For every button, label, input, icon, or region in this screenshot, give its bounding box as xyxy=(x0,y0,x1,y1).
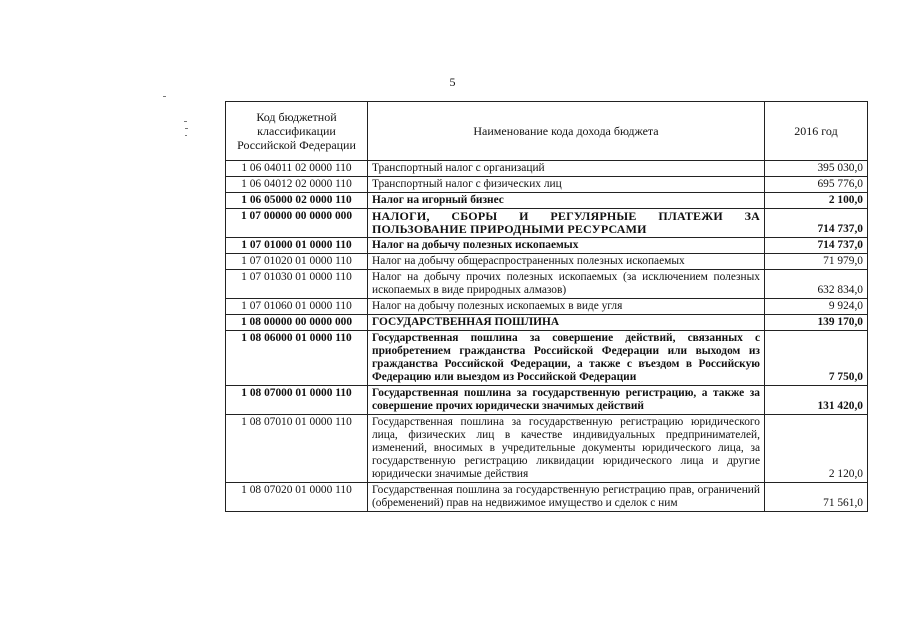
table-row xyxy=(226,238,868,254)
row-amount: 632 834,0 xyxy=(765,270,868,299)
row-amount: 695 776,0 xyxy=(765,177,868,193)
row-code: 1 07 01060 01 0000 110 xyxy=(226,299,368,315)
budget-revenue-table xyxy=(225,101,868,512)
table-row xyxy=(226,161,868,177)
table-row xyxy=(226,177,868,193)
row-code: 1 07 00000 00 0000 000 xyxy=(226,209,368,238)
row-amount: 7 750,0 xyxy=(765,331,868,386)
table-row xyxy=(226,270,868,299)
table-row xyxy=(226,193,868,209)
row-code: 1 08 07020 01 0000 110 xyxy=(226,483,368,512)
margin-mark xyxy=(163,96,166,97)
table-row xyxy=(226,209,868,238)
row-name: Государственная пошлина за совершение действий, связанных с приобретением гражданства Российской Федерации или выходом из гражданства Российской Федерации, а также с въездом в Российскую Федерацию или выездом из Российской Федерации xyxy=(368,331,765,386)
row-name: НАЛОГИ, СБОРЫ И РЕГУЛЯРНЫЕ ПЛАТЕЖИ ЗА ПОЛЬЗОВАНИЕ ПРИРОДНЫМИ РЕСУРСАМИ xyxy=(368,209,765,238)
table-row xyxy=(226,331,868,386)
row-name: Налог на добычу полезных ископаемых xyxy=(368,238,765,254)
row-amount: 71 561,0 xyxy=(765,483,868,512)
row-code: 1 08 00000 00 0000 000 xyxy=(226,315,368,331)
row-name: Государственная пошлина за государственную регистрацию юридического лица, физических лиц в качестве индивидуальных предпринимателей, изменений, вносимых в учредительные документы юридического лица, за государственную регистрацию ликвидации юридического лица и другие юридически значимые действия xyxy=(368,415,765,483)
table-row xyxy=(226,299,868,315)
table-row xyxy=(226,386,868,415)
row-name: Налог на добычу полезных ископаемых в виде угля xyxy=(368,299,765,315)
row-code: 1 08 07000 01 0000 110 xyxy=(226,386,368,415)
row-name: Государственная пошлина за государственную регистрацию, а также за совершение прочих юридически значимых действий xyxy=(368,386,765,415)
row-amount: 131 420,0 xyxy=(765,386,868,415)
row-name: Транспортный налог с организаций xyxy=(368,161,765,177)
row-code: 1 06 05000 02 0000 110 xyxy=(226,193,368,209)
table-row xyxy=(226,315,868,331)
row-code: 1 08 06000 01 0000 110 xyxy=(226,331,368,386)
page-number: 5 xyxy=(449,75,456,89)
header-name: Наименование кода дохода бюджета xyxy=(368,102,765,161)
header-year: 2016 год xyxy=(765,102,868,161)
row-code: 1 06 04012 02 0000 110 xyxy=(226,177,368,193)
row-code: 1 07 01000 01 0000 110 xyxy=(226,238,368,254)
margin-mark xyxy=(184,121,187,122)
row-code: 1 08 07010 01 0000 110 xyxy=(226,415,368,483)
margin-mark xyxy=(185,135,187,136)
row-amount: 139 170,0 xyxy=(765,315,868,331)
row-amount: 395 030,0 xyxy=(765,161,868,177)
row-amount: 714 737,0 xyxy=(765,238,868,254)
row-amount: 9 924,0 xyxy=(765,299,868,315)
row-name: Налог на добычу прочих полезных ископаемых (за исключением полезных ископаемых в виде природных алмазов) xyxy=(368,270,765,299)
row-amount: 2 100,0 xyxy=(765,193,868,209)
table-header-row xyxy=(226,102,868,161)
row-amount: 71 979,0 xyxy=(765,254,868,270)
row-amount: 714 737,0 xyxy=(765,209,868,238)
row-code: 1 07 01030 01 0000 110 xyxy=(226,270,368,299)
header-code: Код бюджетной классификации Российской Федерации xyxy=(226,102,368,161)
row-code: 1 06 04011 02 0000 110 xyxy=(226,161,368,177)
table-row xyxy=(226,483,868,512)
row-name: Транспортный налог с физических лиц xyxy=(368,177,765,193)
row-amount: 2 120,0 xyxy=(765,415,868,483)
row-code: 1 07 01020 01 0000 110 xyxy=(226,254,368,270)
table-row xyxy=(226,415,868,483)
row-name: Государственная пошлина за государственную регистрацию прав, ограничений (обременений) прав на недвижимое имущество и сделок с ним xyxy=(368,483,765,512)
margin-mark xyxy=(185,128,188,129)
row-name: Налог на добычу общераспространенных полезных ископаемых xyxy=(368,254,765,270)
row-name: Налог на игорный бизнес xyxy=(368,193,765,209)
row-name: ГОСУДАРСТВЕННАЯ ПОШЛИНА xyxy=(368,315,765,331)
table-row xyxy=(226,254,868,270)
